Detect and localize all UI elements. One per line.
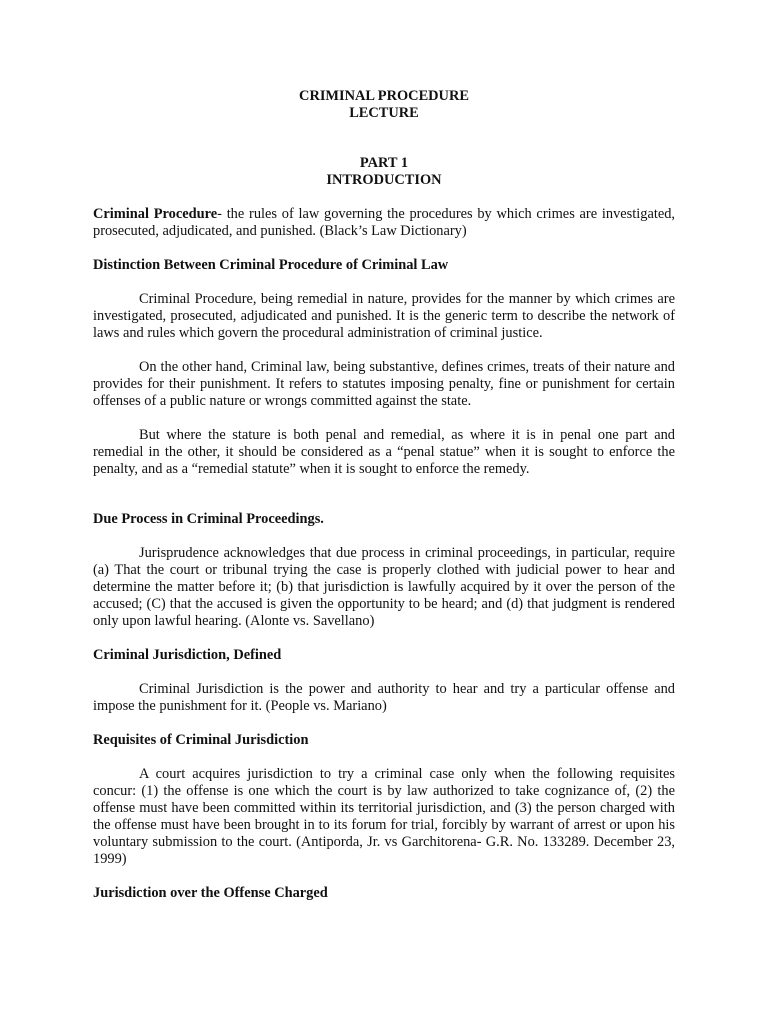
- document-page: [93, 88, 675, 919]
- paragraph-due-process: Jurisprudence acknowledges that due process in criminal proceedings, in particular, require (a) That the court or tribunal trying the case is properly clothed with judicial power to hear and determine the matter before it; (b) that jurisdiction is lawfully acquired by it over the person of the accused; (C) that the accused is given the opportunity to be heard; and (d) that judgment is rendered only upon lawful hearing. (Alonte vs. Savellano): [93, 545, 675, 629]
- paragraph-requisites: A court acquires jurisdiction to try a criminal case only when the following requisites concur: (1) the offense is one which the court is by law authorized to take cognizance of, (2) the offense must have been committed within its territorial jurisdiction, and (3) the person charged with the offense must have been brought in to its forum for trial, forcibly by warrant of arrest or upon his voluntary submission to the court. (Antiporda, Jr. vs Garchitorena- G.R. No. 133289. December 23, 1999): [93, 766, 675, 867]
- title-line-1: CRIMINAL PROCEDURE: [299, 88, 469, 104]
- document-title: [93, 88, 675, 122]
- section-heading-offense-charged: Jurisdiction over the Offense Charged: [93, 885, 328, 901]
- definition-term: Criminal Procedure: [93, 206, 218, 222]
- part-number: PART 1: [359, 155, 409, 171]
- definition-paragraph: [93, 206, 675, 240]
- section-heading-due-process: Due Process in Criminal Proceedings.: [93, 511, 324, 527]
- section-heading-jurisdiction-defined: Criminal Jurisdiction, Defined: [93, 647, 282, 663]
- paragraph-jurisdiction-defined: Criminal Jurisdiction is the power and authority to hear and try a particular offense and impose the punishment for it. (People vs. Mariano): [93, 681, 675, 714]
- section-heading-requisites: Requisites of Criminal Jurisdiction: [93, 732, 309, 748]
- part-heading: [93, 155, 675, 189]
- section-heading-distinction: Distinction Between Criminal Procedure of Criminal Law: [93, 257, 449, 273]
- definition-text: - the rules of law governing the procedures by which crimes are investigated, prosecuted, adjudicated, and punished. (Black’s Law Dictionary): [93, 206, 676, 239]
- part-title: INTRODUCTION: [326, 172, 442, 188]
- paragraph-distinction-3: But where the stature is both penal and remedial, as where it is in penal one part and remedial in the other, it should be considered as a “penal statue” when it is sought to enforce the penalty, and as a “remedial statute” when it is sought to enforce the remedy.: [93, 427, 675, 477]
- paragraph-distinction-1: Criminal Procedure, being remedial in nature, provides for the manner by which crimes are investigated, prosecuted, adjudicated and punished. It is the generic term to describe the network of laws and rules which govern the procedural administration of criminal justice.: [93, 291, 675, 341]
- title-line-2: LECTURE: [349, 105, 419, 121]
- paragraph-distinction-2: On the other hand, Criminal law, being substantive, defines crimes, treats of their nature and provides for their punishment. It refers to statutes imposing penalty, fine or punishment for certain offenses of a public nature or wrongs committed against the state.: [93, 359, 675, 409]
